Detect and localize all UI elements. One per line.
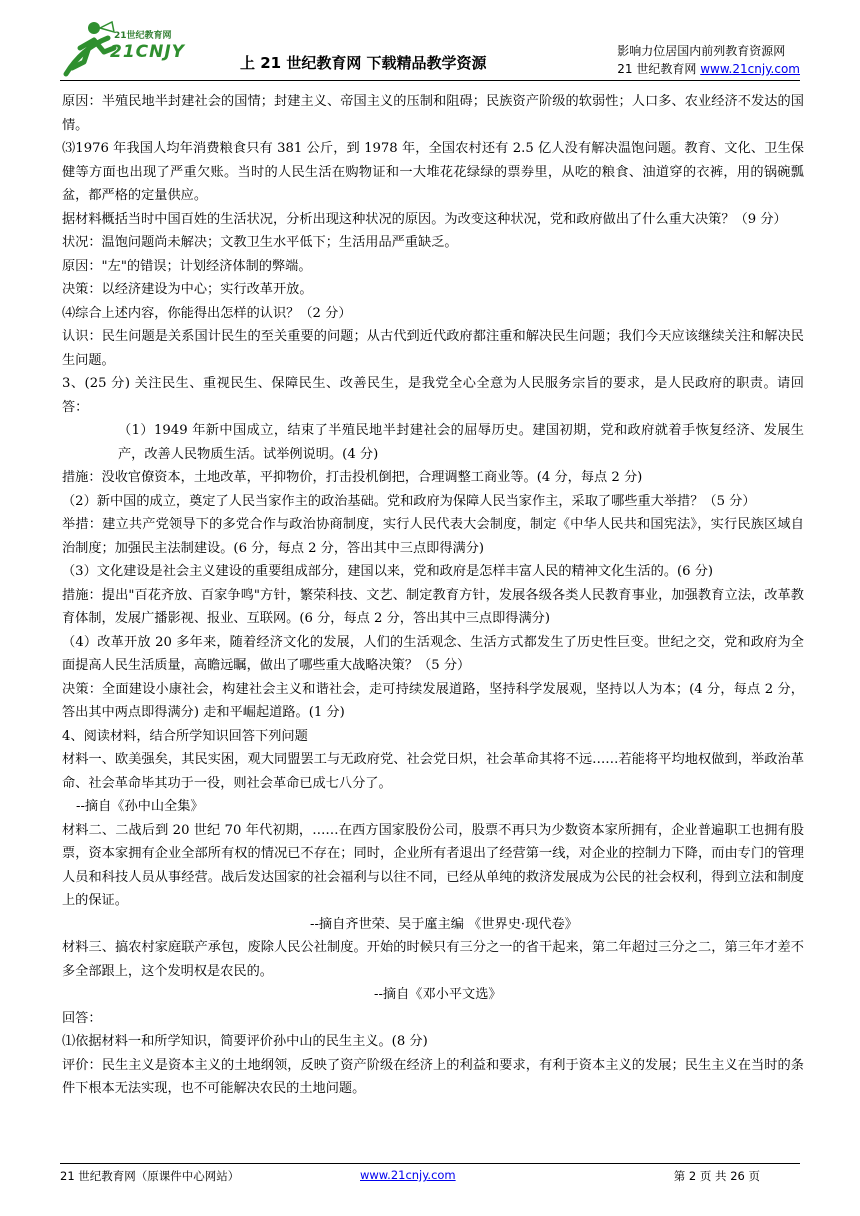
question-paragraph: ⑶1976 年我国人均年消费粮食只有 381 公斤，到 1978 年，全国农村还有 2.5 亿人没有解决温饱问题。教育、文化、卫生保健等方面也出现了严重欠账。当时的人民生活在购物证和一大堆花花绿绿的票券里，从吃的粮食、油道穿的衣裤，用的锅碗瓢盆，都严格的定量供应。 <box>62 141 804 203</box>
footer-site-link[interactable]: www.21cnjy.com <box>360 1168 456 1182</box>
header-right-block <box>617 42 800 78</box>
question-heading: 4、阅读材料，结合所学知识回答下列问题 <box>62 728 308 744</box>
answer-paragraph: 措施：提出"百花齐放、百家争鸣"方针，繁荣科技、文艺、制定教育方针，发展各级各类人民教育事业，加强教育立法，改革教育体制，发展广播影视、报业、互联网。(6 分，每点 2 分，答出其中三点即得满分) <box>62 587 804 626</box>
source-citation: --摘自《孙中山全集》 <box>76 799 204 814</box>
question-paragraph: ⑴依据材料一和所学知识，简要评价孙中山的民生主义。(8 分) <box>62 1034 428 1049</box>
answer-label: 回答： <box>62 1010 102 1026</box>
logo-chinese-text: 21世纪教育网 <box>114 31 172 41</box>
answer-paragraph: 措施：没收官僚资本，土地改革，平抑物价，打击投机倒把，合理调整工商业等。(4 分，每点 2 分) <box>62 470 643 485</box>
page-header <box>60 18 800 80</box>
site-logo[interactable] <box>60 18 220 80</box>
material-paragraph: 材料三、搞农村家庭联产承包，废除人民公社制度。开始的时候只有三分之一的省干起来，第二年超过三分之二，第三年才差不多全部跟上，这个发明权是农民的。 <box>62 940 804 979</box>
answer-paragraph: 状况：温饱问题尚未解决；文教卫生水平低下；生活用品严重缺乏。 <box>62 235 458 250</box>
answer-paragraph: 评价：民生主义是资本主义的土地纲领，反映了资产阶级在经济上的利益和要求，有利于资本主义的发展；民生主义在当时的条件下根本无法实现，也不可能解决农民的土地问题。 <box>62 1057 804 1096</box>
answer-paragraph: 举措：建立共产党领导下的多党合作与政治协商制度，实行人民代表大会制度，制定《中华人民共和国宪法》，实行民族区域自治制度；加强民主法制建设。(6 分，每点 2 分，答出其中三点即得满分) <box>62 517 804 556</box>
question-paragraph: 据材料概括当时中国百姓的生活状况，分析出现这种状况的原因。为改变这种状况，党和政府做出了什么重大决策？（9 分） <box>62 211 787 227</box>
footer-site-name: 21 世纪教育网（原课件中心网站） <box>60 1169 240 1183</box>
question-paragraph: （1）1949 年新中国成立，结束了半殖民地半封建社会的屈辱历史。建国初期，党和政府就着手恢复经济、发展生产，改善人民物质生活。试举例说明。(4 分) <box>118 423 804 462</box>
question-paragraph: （4）改革开放 20 多年来，随着经济文化的发展，人们的生活观念、生活方式都发生了历史性巨变。世纪之交，党和政府为全面提高人民生活质量，高瞻远瞩，做出了哪些重大战略决策？（5 分） <box>62 634 804 673</box>
footer-divider <box>60 1163 800 1164</box>
question-heading: 3、(25 分) 关注民生、重视民生、保障民生、改善民生，是我党全心全意为人民服务宗旨的要求，是人民政府的职责。请回答： <box>62 376 804 415</box>
material-paragraph: 材料一、欧美强矣，其民实困，观大同盟罢工与无政府党、社会党日炽，社会革命其将不远……若能将平均地权做到，举政治革命、社会革命毕其功于一役，则社会革命已成七八分了。 <box>62 752 804 791</box>
answer-paragraph: 原因：半殖民地半封建社会的国情；封建主义、帝国主义的压制和阻碍；民族资产阶级的软弱性；人口多、农业经济不发达的国情。 <box>62 94 804 133</box>
material-paragraph: 材料二、二战后到 20 世纪 70 年代初期，……在西方国家股份公司，股票不再只为少数资本家所拥有，企业普遍职工也拥有股票，资本家拥有企业全部所有权的情况已不存在；同时，企业所有者退出了经营第一线，对企业的控制力下降，而由专门的管理人员和科技人员从事经营。战后发达国家的社会福利与以往不同，已经从单纯的救济发展成为公民的社会权利，得到立法和制度上的保证。 <box>62 822 804 908</box>
question-paragraph: （3）文化建设是社会主义建设的重要组成部分，建国以来，党和政府是怎样丰富人民的精神文化生活的。(6 分) <box>62 564 714 579</box>
page-footer <box>60 1168 800 1188</box>
answer-paragraph: 认识：民生问题是关系国计民生的至关重要的问题；从古代到近代政府都注重和解决民生问题；我们今天应该继续关注和解决民生问题。 <box>62 329 804 368</box>
question-paragraph: （2）新中国的成立，奠定了人民当家作主的政治基础。党和政府为保障人民当家作主，采取了哪些重大举措？（5 分） <box>62 493 756 509</box>
page-number: 第 2 页 共 26 页 <box>673 1169 760 1183</box>
answer-paragraph: 决策：全面建设小康社会，构建社会主义和谐社会，走可持续发展道路，坚持科学发展观，坚持以人为本；(4 分，每点 2 分，答出其中两点即得满分) 走和平崛起道路。(1 分) <box>62 681 804 720</box>
header-site-name: 21 世纪教育网 <box>617 62 701 76</box>
document-body <box>62 90 804 1101</box>
header-site-link[interactable]: www.21cnjy.com <box>700 62 800 76</box>
answer-paragraph: 决策：以经济建设为中心；实行改革开放。 <box>62 282 313 297</box>
header-tagline: 影响力位居国内前列教育资源网 <box>617 44 786 58</box>
question-paragraph: ⑷综合上述内容，你能得出怎样的认识？（2 分） <box>62 305 352 321</box>
source-citation: --摘自齐世荣、吴于廑主编 《世界史·现代卷》 <box>310 916 578 932</box>
logo-english-text: 21CNJY <box>110 42 185 62</box>
answer-paragraph: 原因："左"的错误；计划经济体制的弊端。 <box>62 258 312 274</box>
source-citation: --摘自《邓小平文选》 <box>374 987 502 1002</box>
header-slogan: 上 21 世纪教育网 下载精品教学资源 <box>240 54 487 72</box>
header-divider <box>60 80 800 81</box>
header-site-line <box>617 60 800 78</box>
